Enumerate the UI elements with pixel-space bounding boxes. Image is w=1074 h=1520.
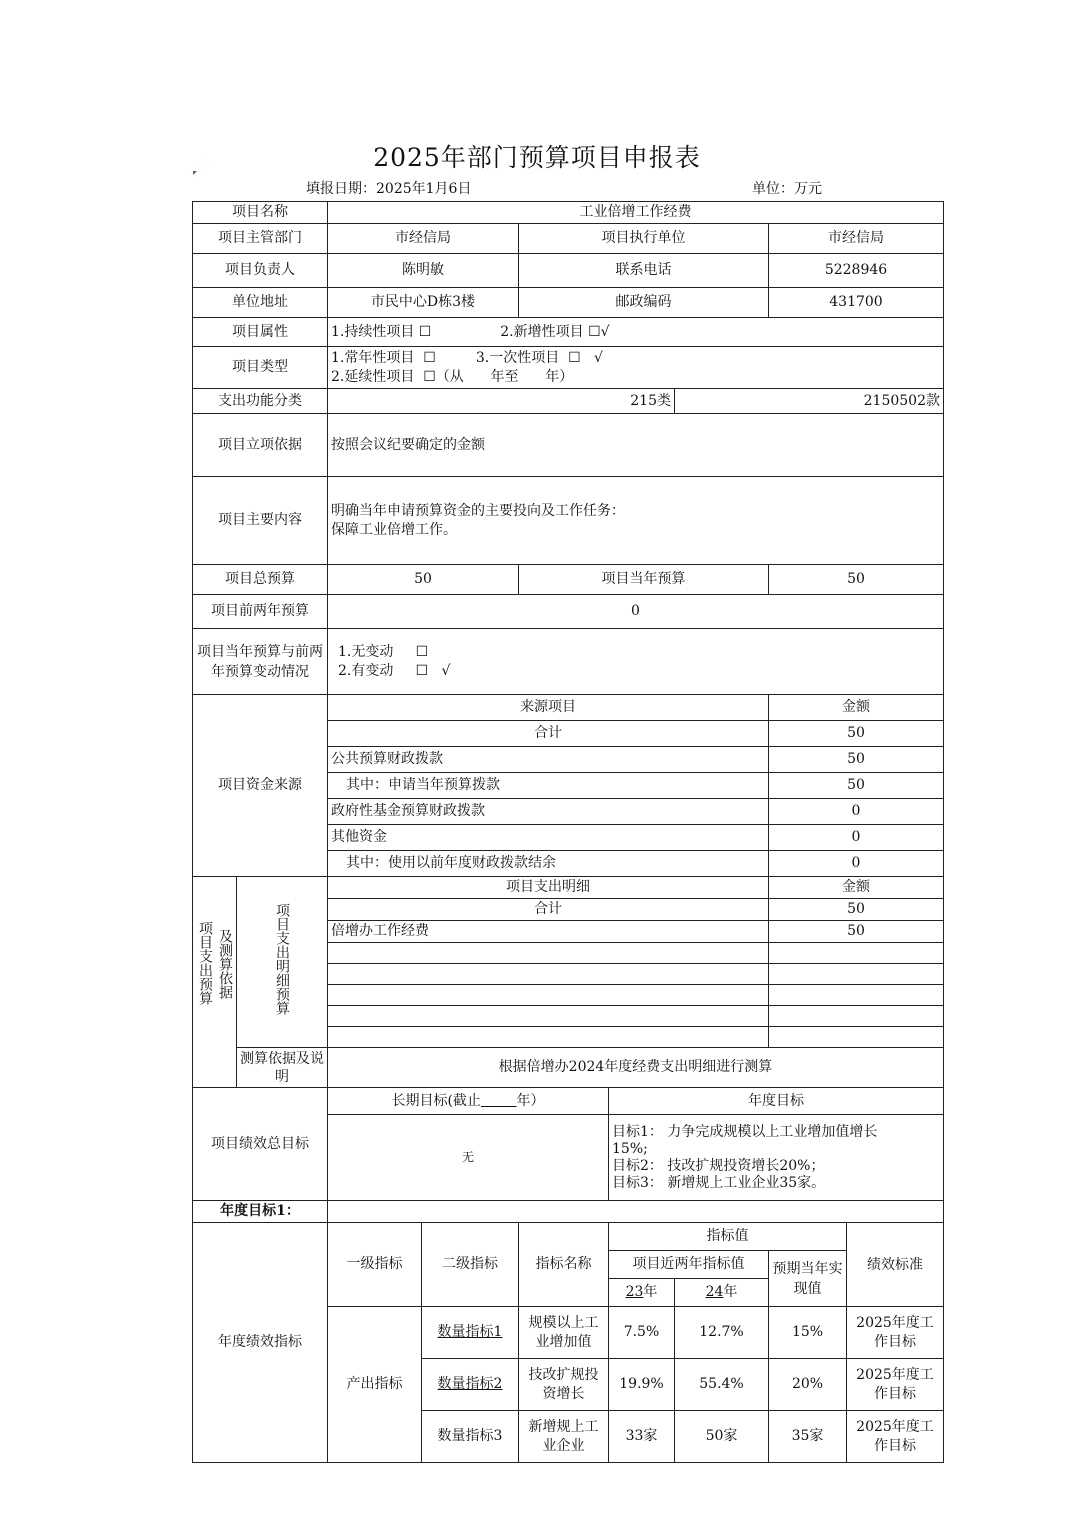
row-change — [193, 629, 944, 695]
value-prev: 0 — [328, 595, 944, 629]
funding-amount: 50 — [769, 721, 944, 747]
funding-col-source: 来源项目 — [328, 695, 769, 721]
expense-inner-text: 项目支出明细预算 — [274, 903, 290, 1015]
row-func — [193, 389, 944, 414]
empty-cell — [769, 1027, 944, 1048]
empty-cell — [328, 1027, 769, 1048]
row-address — [193, 288, 944, 318]
funding-name: 其中：使用以前年度财政拨款结余 — [328, 851, 769, 877]
indicator-v23: 19.9% — [609, 1359, 675, 1411]
value-project-name: 工业倍增工作经费 — [328, 202, 944, 224]
label-current: 项目当年预算 — [519, 565, 769, 595]
unit-label: 单位：万元 — [752, 181, 822, 197]
empty-cell — [769, 985, 944, 1006]
perf-annual-goals — [609, 1115, 944, 1201]
perf-long-term-blank — [481, 1093, 517, 1109]
indicator-v24: 12.7% — [675, 1307, 769, 1359]
funding-name: 其他资金 — [328, 825, 769, 851]
indicator-standard: 2025年度工作目标 — [847, 1411, 944, 1463]
empty-cell — [769, 943, 944, 964]
page-title: 2025年部门预算项目申报表 — [373, 143, 701, 172]
goal-line-3: 目标3： 新增规上工业企业35家。 — [612, 1174, 826, 1191]
expense-mid-text: 及测算依据 — [217, 929, 233, 999]
content-line-2: 保障工业倍增工作。 — [331, 521, 457, 538]
value-func-class: 215类 — [328, 389, 675, 414]
section-annual-goal: 年度目标1： — [193, 1201, 328, 1223]
indicator-l2: 数量指标1 — [422, 1307, 519, 1359]
col-year-1 — [609, 1279, 675, 1307]
indicator-name: 规模以上工业增加值 — [519, 1307, 609, 1359]
empty-cell — [328, 964, 769, 985]
label-type: 项目类型 — [193, 347, 328, 389]
expense-outer-text: 项目支出预算 — [197, 921, 213, 1005]
perf-long-term — [328, 1088, 609, 1115]
perf-long-term-text: 长期目标(截止 — [391, 1092, 481, 1109]
indicator-name: 新增规上工业企业 — [519, 1411, 609, 1463]
label-leader: 项目负责人 — [193, 254, 328, 288]
indicator-v24: 55.4% — [675, 1359, 769, 1411]
goal-line-1: 目标1： 力争完成规模以上工业增加值增长 — [612, 1123, 878, 1140]
expense-item-amount: 50 — [769, 921, 944, 943]
cell-marker — [193, 171, 197, 175]
value-dept: 市经信局 — [328, 224, 519, 254]
label-project-name: 项目名称 — [193, 202, 328, 224]
indicator-v23: 7.5% — [609, 1307, 675, 1359]
expense-col-detail: 项目支出明细 — [328, 877, 769, 899]
funding-amount: 0 — [769, 851, 944, 877]
label-expense-inner — [237, 877, 328, 1048]
indicator-name: 技改扩规投资增长 — [519, 1359, 609, 1411]
row-expense-header — [193, 877, 944, 899]
funding-name: 合计 — [328, 721, 769, 747]
empty-cell — [328, 1006, 769, 1027]
label-change: 项目当年预算与前两年预算变动情况 — [193, 629, 328, 695]
row-project-name — [193, 202, 944, 224]
type-line-2: 2.延续性项目 ☐（从 年至 年） — [331, 368, 574, 385]
row-prev — [193, 595, 944, 629]
value-exec: 市经信局 — [769, 224, 944, 254]
expense-item-name: 倍增办工作经费 — [328, 921, 769, 943]
row-perf-header — [193, 1088, 944, 1115]
value-phone: 5228946 — [769, 254, 944, 288]
value-change — [328, 629, 944, 695]
col-level2: 二级指标 — [422, 1223, 519, 1307]
indicator-l2: 数量指标2 — [422, 1359, 519, 1411]
col-level1: 一级指标 — [328, 1223, 422, 1307]
funding-amount: 50 — [769, 747, 944, 773]
change-option-2: 2.有变动 ☐ √ — [338, 662, 451, 679]
row-leader — [193, 254, 944, 288]
col-indicator-value: 指标值 — [609, 1223, 847, 1251]
goal-line-1b: 15%; — [612, 1140, 648, 1157]
perf-long-value: 无 — [328, 1115, 609, 1201]
value-type — [328, 347, 944, 389]
row-attr — [193, 318, 944, 347]
indicator-expected: 15% — [769, 1307, 847, 1359]
row-type — [193, 347, 944, 389]
label-exec: 项目执行单位 — [519, 224, 769, 254]
empty-cell — [328, 1201, 944, 1223]
budget-form-table — [192, 201, 944, 1463]
label-address: 单位地址 — [193, 288, 328, 318]
funding-amount: 0 — [769, 799, 944, 825]
expense-col-amount: 金额 — [769, 877, 944, 899]
label-phone: 联系电话 — [519, 254, 769, 288]
expense-total-name: 合计 — [328, 899, 769, 921]
indicator-v24: 50家 — [675, 1411, 769, 1463]
row-calc — [193, 1048, 944, 1088]
row-section — [193, 1201, 944, 1223]
indicator-standard: 2025年度工作目标 — [847, 1359, 944, 1411]
label-funding: 项目资金来源 — [193, 695, 328, 877]
value-func-item: 2150502款 — [675, 389, 944, 414]
label-calc: 测算依据及说明 — [237, 1048, 328, 1088]
value-postcode: 431700 — [769, 288, 944, 318]
perf-long-term-end: 年） — [516, 1092, 545, 1109]
fill-date: 填报日期：2025年1月6日 — [306, 181, 472, 197]
year-suffix: 年 — [723, 1284, 738, 1300]
col-recent: 项目近两年指标值 — [609, 1251, 769, 1279]
label-func: 支出功能分类 — [193, 389, 328, 414]
goal-line-2: 目标2： 技改扩规投资增长20%； — [612, 1157, 825, 1174]
funding-amount: 0 — [769, 825, 944, 851]
empty-cell — [769, 1006, 944, 1027]
year-2: 24 — [705, 1284, 724, 1300]
funding-name: 公共预算财政拨款 — [328, 747, 769, 773]
label-dept: 项目主管部门 — [193, 224, 328, 254]
col-indicator-name: 指标名称 — [519, 1223, 609, 1307]
indicator-expected: 20% — [769, 1359, 847, 1411]
row-basis — [193, 414, 944, 477]
label-content: 项目主要内容 — [193, 477, 328, 565]
row-indicator-header-1 — [193, 1223, 944, 1251]
col-year-2 — [675, 1279, 769, 1307]
type-line-1: 1.常年性项目 ☐ 3.一次性项目 ☐ √ — [331, 349, 603, 366]
label-postcode: 邮政编码 — [519, 288, 769, 318]
col-standard: 绩效标准 — [847, 1223, 944, 1307]
label-total: 项目总预算 — [193, 565, 328, 595]
indicator-l2: 数量指标3 — [422, 1411, 519, 1463]
funding-name: 政府性基金预算财政拨款 — [328, 799, 769, 825]
value-total: 50 — [328, 565, 519, 595]
change-option-1: 1.无变动 ☐ — [338, 643, 429, 660]
attr-option-1: 1.持续性项目 ☐ — [331, 323, 432, 340]
value-attr — [328, 318, 944, 347]
row-funding-header — [193, 695, 944, 721]
empty-cell — [769, 964, 944, 985]
level1-output: 产出指标 — [328, 1307, 422, 1463]
value-address: 市民中心D栋3楼 — [328, 288, 519, 318]
label-expense-outer — [193, 877, 237, 1088]
label-prev: 项目前两年预算 — [193, 595, 328, 629]
expense-total-amount: 50 — [769, 899, 944, 921]
col-expected: 预期当年实现值 — [769, 1251, 847, 1307]
label-basis: 项目立项依据 — [193, 414, 328, 477]
value-calc: 根据倍增办2024年度经费支出明细进行测算 — [328, 1048, 944, 1088]
indicator-standard: 2025年度工作目标 — [847, 1307, 944, 1359]
value-current: 50 — [769, 565, 944, 595]
value-basis: 按照会议纪要确定的金额 — [328, 414, 944, 477]
row-total — [193, 565, 944, 595]
label-indicators: 年度绩效指标 — [193, 1223, 328, 1463]
funding-name: 其中：申请当年预算拨款 — [328, 773, 769, 799]
label-perf: 项目绩效总目标 — [193, 1088, 328, 1201]
value-leader: 陈明敏 — [328, 254, 519, 288]
content-line-1: 明确当年申请预算资金的主要投向及工作任务： — [331, 502, 625, 519]
empty-cell — [328, 985, 769, 1006]
year-1: 23 — [625, 1284, 644, 1300]
label-attr: 项目属性 — [193, 318, 328, 347]
value-content — [328, 477, 944, 565]
indicator-expected: 35家 — [769, 1411, 847, 1463]
funding-col-amount: 金额 — [769, 695, 944, 721]
perf-annual-header: 年度目标 — [609, 1088, 944, 1115]
row-content — [193, 477, 944, 565]
attr-option-2: 2.新增性项目 ☐√ — [500, 323, 610, 340]
empty-cell — [328, 943, 769, 964]
funding-amount: 50 — [769, 773, 944, 799]
indicator-v23: 33家 — [609, 1411, 675, 1463]
row-dept — [193, 224, 944, 254]
year-suffix: 年 — [643, 1284, 658, 1300]
